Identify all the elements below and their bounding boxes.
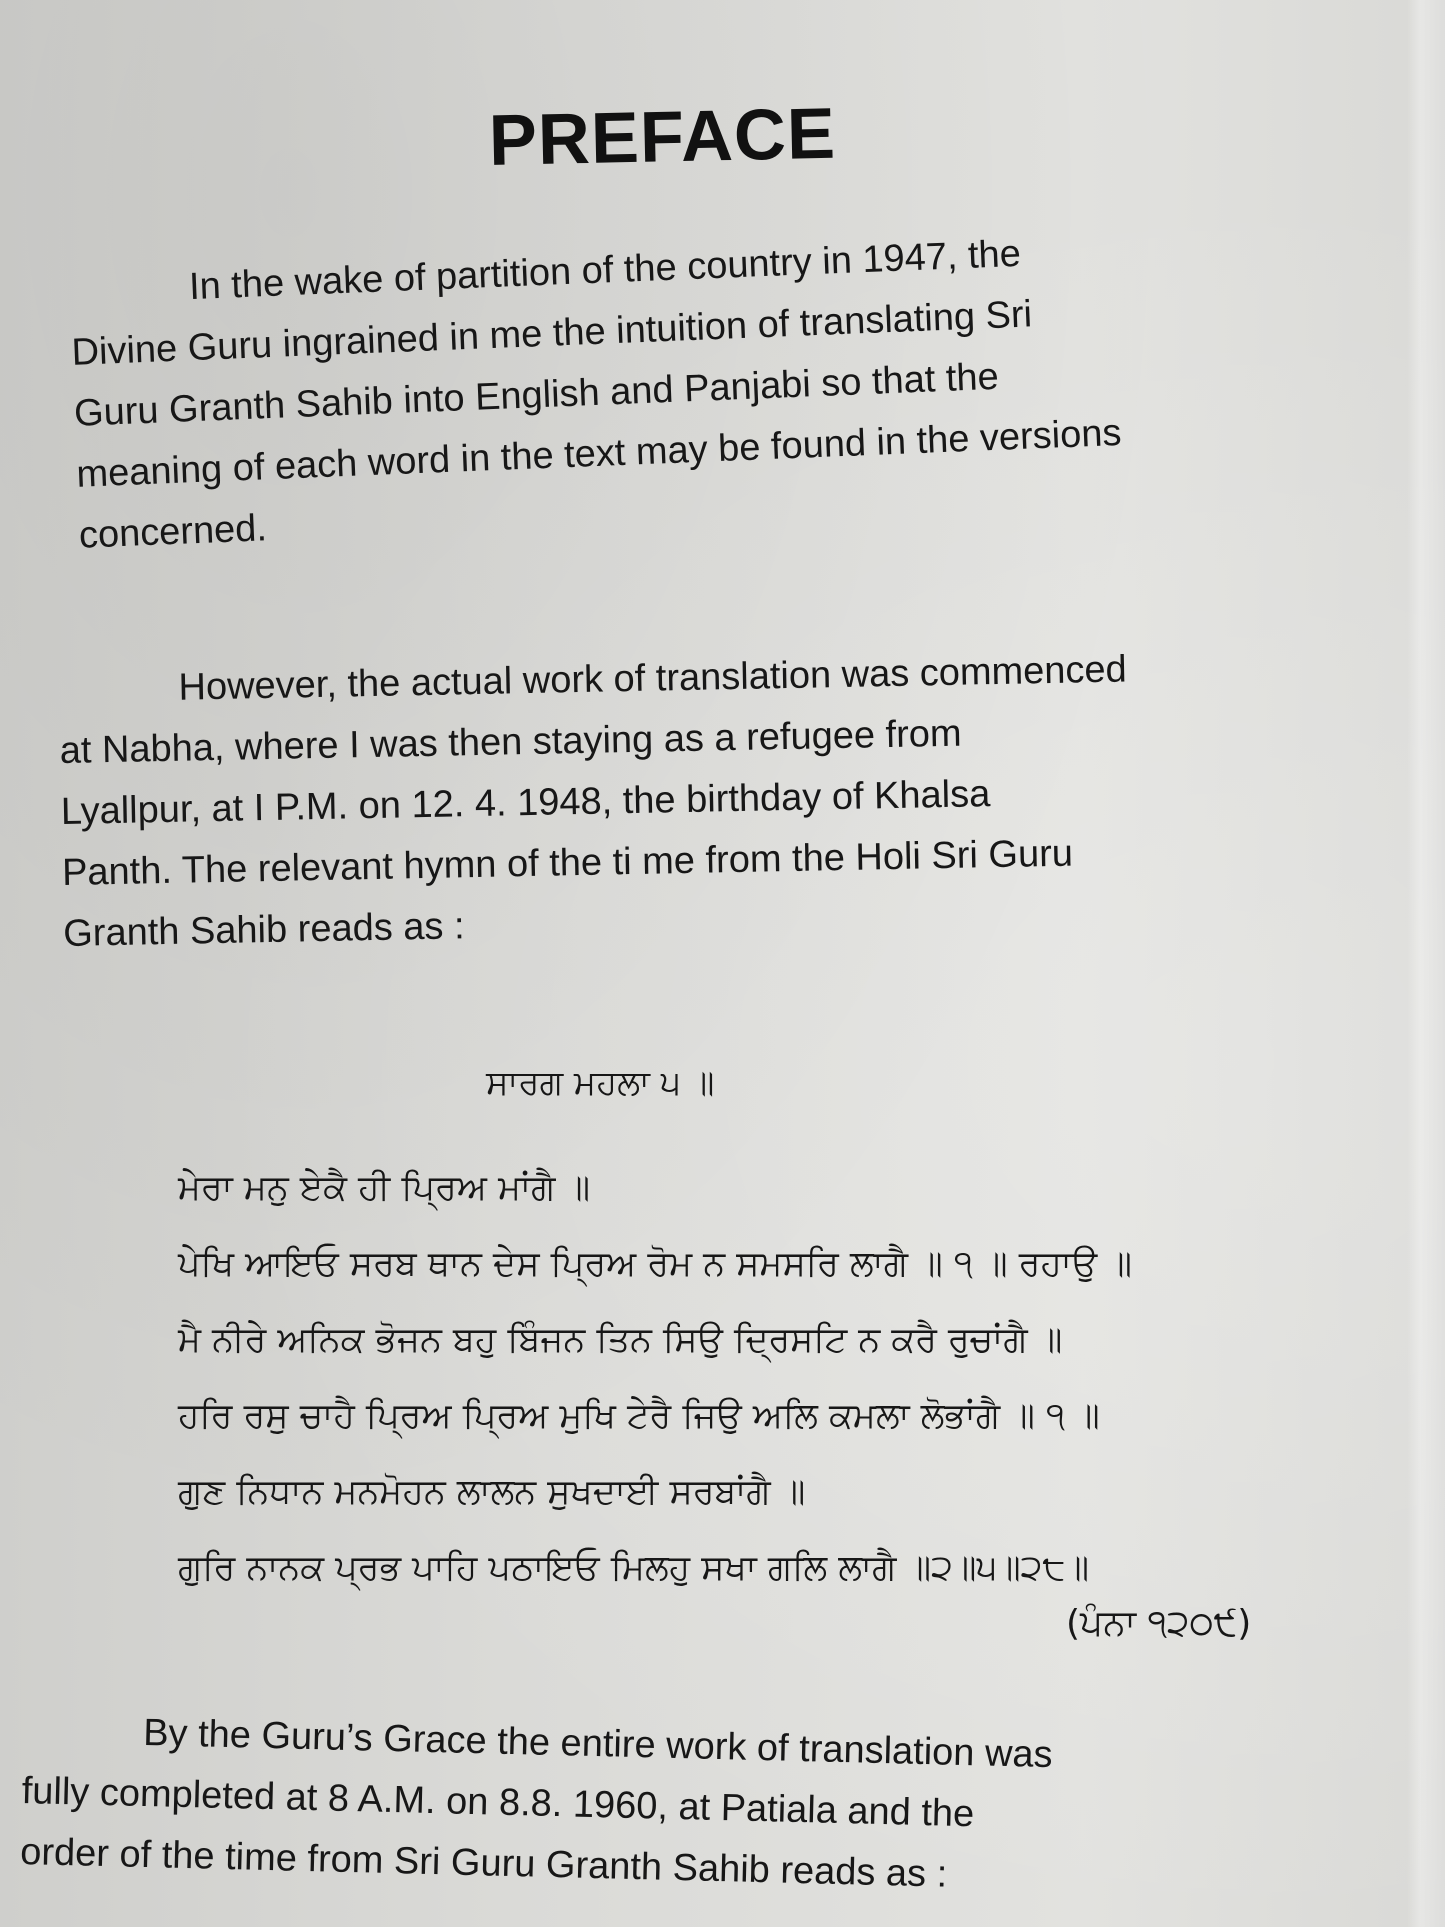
paragraph-line: at Nabha, where I was then staying as a refugee from — [59, 712, 962, 772]
paragraph-line: However, the actual work of translation was commenced — [178, 648, 1128, 709]
paragraph-line: fully completed at 8 A.M. on 8.8. 1960, at Patiala and the — [21, 1769, 975, 1836]
hymn-lines — [178, 1150, 1132, 1606]
hymn-line: ਗੁਰਿ ਨਾਨਕ ਪ੍ਰਭ ਪਾਹਿ ਪਠਾਇਓ ਮਿਲਹੁ ਸਖਾ ਗਲਿ ਲਾਗੈ ॥੨॥੫॥੨੮॥ — [178, 1548, 1090, 1588]
hymn-title: ਸਾਰਗ ਮਹਲਾ ੫ ॥ — [486, 1063, 715, 1103]
paragraph-line: Granth Sahib reads as : — [62, 905, 465, 955]
hymn-page-reference: (ਪੰਨਾ ੧੨੦੯) — [1066, 1603, 1252, 1644]
hymn-line: ਮੇਰਾ ਮਨੁ ਏਕੈ ਹੀ ਪ੍ਰਿਅ ਮਾਂਗੈ ॥ — [178, 1168, 591, 1208]
preface-paragraph-3 — [20, 1700, 1284, 1914]
page-edge — [1407, 0, 1445, 1927]
preface-paragraph-2 — [58, 637, 1284, 965]
paragraph-line: In the wake of partition of the country in 1947, the — [188, 232, 1022, 309]
hymn-line: ਪੇਖਿ ਆਇਓ ਸਰਬ ਥਾਨ ਦੇਸ ਪ੍ਰਿਅ ਰੋਮ ਨ ਸਮਸਰਿ ਲਾਗੈ ॥ ੧ ॥ ਰਹਾਉ ॥ — [178, 1244, 1132, 1284]
paragraph-line: meaning of each word in the text may be found in the versions — [75, 411, 1123, 496]
paragraph-line: concerned. — [78, 507, 268, 557]
hymn-line: ਗੁਣ ਨਿਧਾਨ ਮਨਮੋਹਨ ਲਾਲਨ ਸੁਖਦਾਈ ਸਰਬਾਂਗੈ ॥ — [178, 1472, 806, 1512]
hymn-line: ਮੈ ਨੀਰੇ ਅਨਿਕ ਭੋਜਨ ਬਹੁ ਬਿੰਜਨ ਤਿਨ ਸਿਉ ਦ੍ਰਿਸਟਿ ਨ ਕਰੈ ਰੁਚਾਂਗੈ ॥ — [178, 1320, 1063, 1360]
preface-paragraph-1 — [68, 213, 1289, 566]
paragraph-line: By the Guru’s Grace the entire work of translation was — [142, 1711, 1054, 1777]
page-title: PREFACE — [488, 93, 837, 181]
paragraph-line: Lyallpur, at I P.M. on 12. 4. 1948, the birthday of Khalsa — [60, 773, 991, 833]
hymn-line: ਹਰਿ ਰਸੁ ਚਾਹੈ ਪ੍ਰਿਅ ਪ੍ਰਿਅ ਮੁਖਿ ਟੇਰੈ ਜਿਉ ਅਲਿ ਕਮਲਾ ਲੋਭਾਂਗੈ ॥ ੧ ॥ — [178, 1396, 1100, 1436]
paragraph-line: Guru Granth Sahib into English and Panjabi so that the — [73, 355, 1000, 435]
paragraph-line: Panth. The relevant hymn of the ti me from the Holi Sri Guru — [61, 832, 1074, 894]
paragraph-line: order of the time from Sri Guru Granth Sahib reads as : — [19, 1830, 948, 1896]
paragraph-line: Divine Guru ingrained in me the intuition of translating Sri — [70, 293, 1033, 374]
